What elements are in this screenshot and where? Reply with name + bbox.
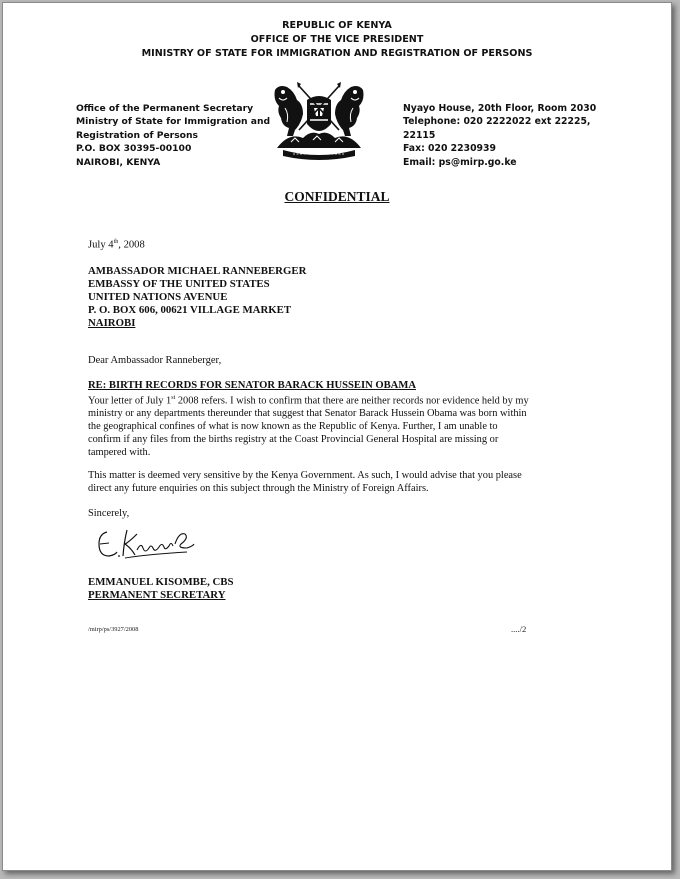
recipient-line: AMBASSADOR MICHAEL RANNEBERGER [88, 265, 307, 277]
date-ordinal: th [113, 239, 119, 245]
contact-block [403, 102, 596, 169]
recipient-address [88, 265, 306, 330]
sender-address-block [76, 102, 270, 169]
body-line [88, 392, 598, 408]
recipient-city: NAIROBI [88, 317, 136, 329]
body-line: confirm if any files from the births registry at the Coast Provincial General Hospital are missing or [88, 433, 499, 445]
reference-number: /mirp/ps/3927/2008 [88, 626, 139, 633]
signer-block [88, 576, 233, 602]
letterhead-country: REPUBLIC OF KENYA [282, 20, 392, 31]
date-ordinal: st [171, 395, 176, 401]
contact-line: Fax: 020 2230939 [403, 143, 496, 155]
salutation: Dear Ambassador Ranneberger, [88, 355, 222, 366]
subject-line: RE: BIRTH RECORDS FOR SENATOR BARACK HUSSEIN OBAMA [88, 380, 416, 391]
closing: Sincerely, [88, 508, 130, 519]
sender-address-line: Registration of Persons [76, 129, 199, 141]
body-paragraph-2 [88, 470, 598, 496]
sender-address-line: Office of the Permanent Secretary [76, 103, 254, 114]
body-line: the geographical confines of what is now known as the Republic of Kenya. Further, I am unable to [88, 421, 498, 433]
kenya-coat-of-arms-icon [269, 78, 369, 160]
body-line: direct any future enquiries on this subject through the Ministry of Foreign Affairs. [88, 482, 429, 494]
contact-line: 22115 [403, 129, 436, 141]
letter-date [88, 239, 145, 251]
recipient-line: P. O. BOX 606, 00621 VILLAGE MARKET [88, 304, 292, 316]
body-line: This matter is deemed very sensitive by the Kenya Government. As such, I would advise that you please [88, 470, 522, 481]
recipient-line: EMBASSY OF THE UNITED STATES [88, 278, 270, 290]
body-line: tampered with. [88, 446, 151, 458]
letter-page [2, 2, 672, 871]
body-line: ministry or any departments thereunder that suggest that Senator Barack Hussein Obama was born within [88, 408, 527, 420]
recipient-line: UNITED NATIONS AVENUE [88, 291, 228, 303]
page-continuation: ..../2 [511, 624, 527, 634]
letterhead-office: OFFICE OF THE VICE PRESIDENT [250, 34, 424, 45]
body-text: 2008 refers. I wish to confirm that there are neither records nor evidence held by my [175, 395, 529, 407]
handwritten-signature [91, 524, 196, 564]
body-paragraph-1 [88, 392, 598, 459]
contact-line: Nyayo House, 20th Floor, Room 2030 [403, 103, 597, 114]
contact-line: Telephone: 020 2222022 ext 22225, [403, 116, 591, 128]
date-prefix: July 4 [88, 239, 114, 251]
sender-address-line: P.O. BOX 30395-00100 [76, 143, 192, 155]
signer-name: EMMANUEL KISOMBE, CBS [88, 576, 234, 588]
signer-title: PERMANENT SECRETARY [88, 589, 226, 601]
date-year: , 2008 [118, 239, 145, 251]
sender-address-line: NAIROBI, KENYA [76, 156, 161, 168]
classification-heading: CONFIDENTIAL [284, 189, 390, 204]
sender-address-line: Ministry of State for Immigration and [76, 116, 271, 128]
contact-line: Email: ps@mirp.go.ke [403, 156, 517, 168]
letterhead-ministry: MINISTRY OF STATE FOR IMMIGRATION AND REGISTRATION OF PERSONS [141, 48, 533, 59]
body-text: Your letter of July 1 [88, 395, 172, 407]
